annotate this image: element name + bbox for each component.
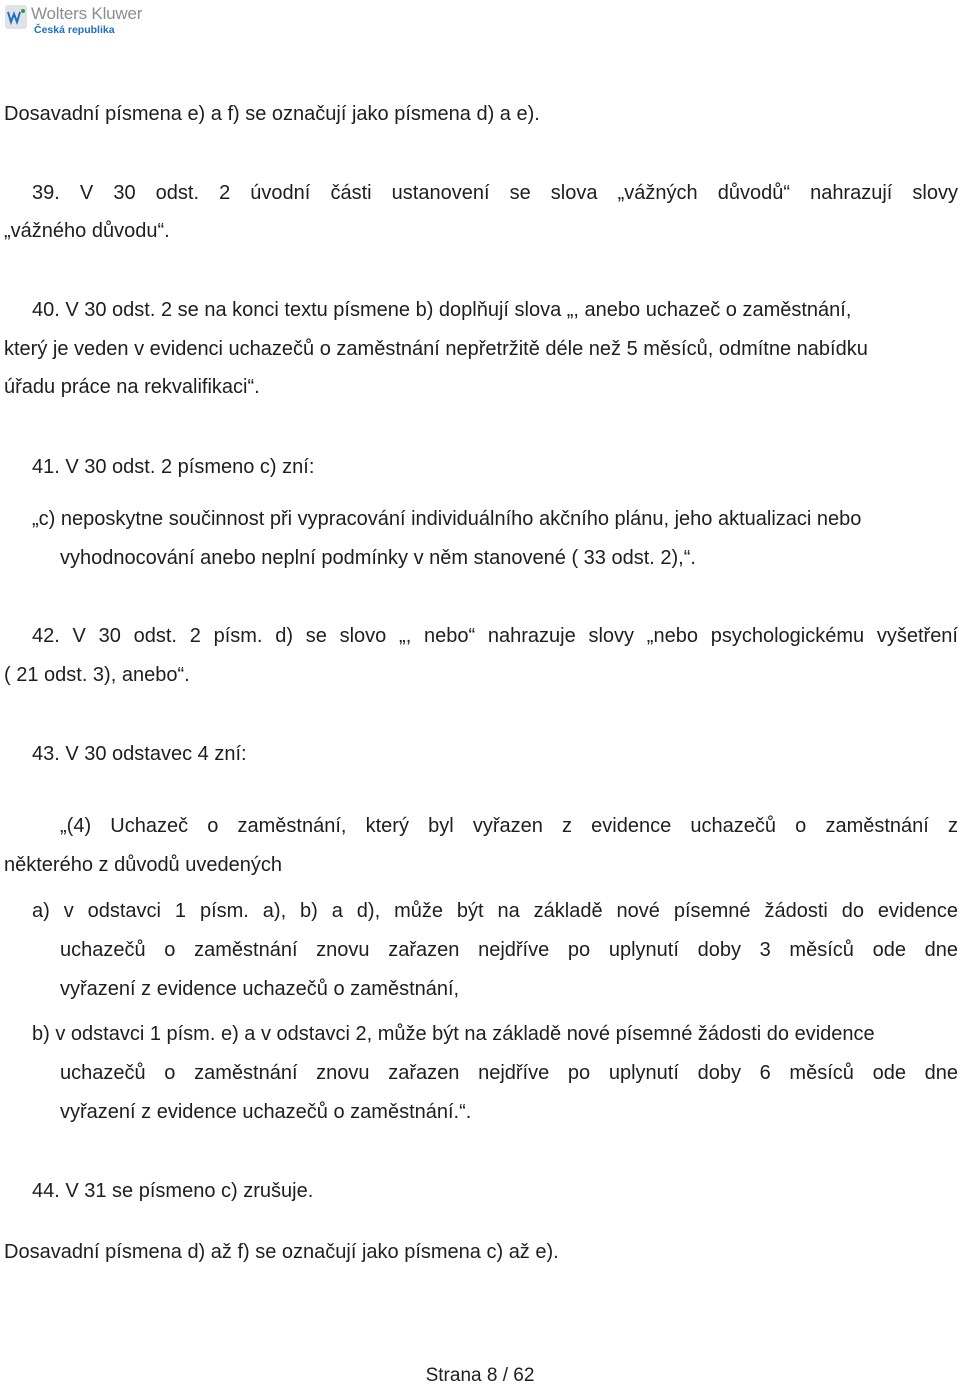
amendment-41-heading: 41. V 30 odst. 2 písmeno c) zní:: [32, 456, 315, 478]
amendment-41-text: vyhodnocování anebo neplní podmínky v něm stanovené ( 33 odst. 2),“.: [60, 547, 696, 569]
amendment-39-line: 39. V 30 odst. 2 úvodní části ustanovení se slova „vážných důvodů“ nahrazují slovy: [32, 182, 958, 204]
logo-brand-name: Wolters Kluwer: [31, 4, 143, 23]
page-number: Strana 8 / 62: [425, 1365, 535, 1386]
amendment-43-text: „(4) Uchazeč o zaměstnání, který byl vyřazen z evidence uchazečů o zaměstnání z: [60, 815, 958, 837]
amendment-40-line: úřadu práce na rekvalifikaci“.: [4, 376, 260, 398]
logo-brand-sub: Česká republika: [34, 24, 115, 36]
list-item-b: b) v odstavci 1 písm. e) a v odstavci 2, může být na základě nové písemné žádosti do evidence: [32, 1023, 875, 1045]
list-item-b: vyřazení z evidence uchazečů o zaměstnání.“.: [60, 1101, 472, 1123]
amendment-41-text: „c) neposkytne součinnost při vypracování individuálního akčního plánu, jeho aktualizaci nebo: [32, 508, 862, 530]
paragraph-line: Dosavadní písmena d) až f) se označují jako písmena c) až e).: [4, 1241, 559, 1263]
amendment-42-line: 42. V 30 odst. 2 písm. d) se slovo „, nebo“ nahrazuje slovy „nebo psychologickému vyšetření: [32, 625, 958, 647]
list-item-a: vyřazení z evidence uchazečů o zaměstnání,: [60, 978, 460, 1000]
amendment-43-heading: 43. V 30 odstavec 4 zní:: [32, 743, 247, 765]
list-item-b: uchazečů o zaměstnání znovu zařazen nejdříve po uplynutí doby 6 měsíců ode dne: [60, 1062, 958, 1084]
amendment-43-text: některého z důvodů uvedených: [4, 854, 282, 876]
paragraph-line: Dosavadní písmena e) a f) se označují jako písmena d) a e).: [4, 103, 540, 125]
list-item-a: a) v odstavci 1 písm. a), b) a d), může být na základě nové písemné žádosti do evidence: [32, 900, 958, 922]
amendment-42-line: ( 21 odst. 3), anebo“.: [4, 664, 190, 686]
amendment-39-line: „vážného důvodu“.: [4, 220, 170, 242]
amendment-40-line: 40. V 30 odst. 2 se na konci textu písmene b) doplňují slova „, anebo uchazeč o zaměstnání,: [32, 299, 852, 321]
amendment-44-line: 44. V 31 se písmeno c) zrušuje.: [32, 1180, 314, 1202]
list-item-a: uchazečů o zaměstnání znovu zařazen nejdříve po uplynutí doby 3 měsíců ode dne: [60, 939, 958, 961]
amendment-40-line: který je veden v evidenci uchazečů o zaměstnání nepřetržitě déle než 5 měsíců, odmítne nabídku: [4, 338, 868, 360]
wolters-kluwer-logo-icon: [4, 4, 28, 30]
